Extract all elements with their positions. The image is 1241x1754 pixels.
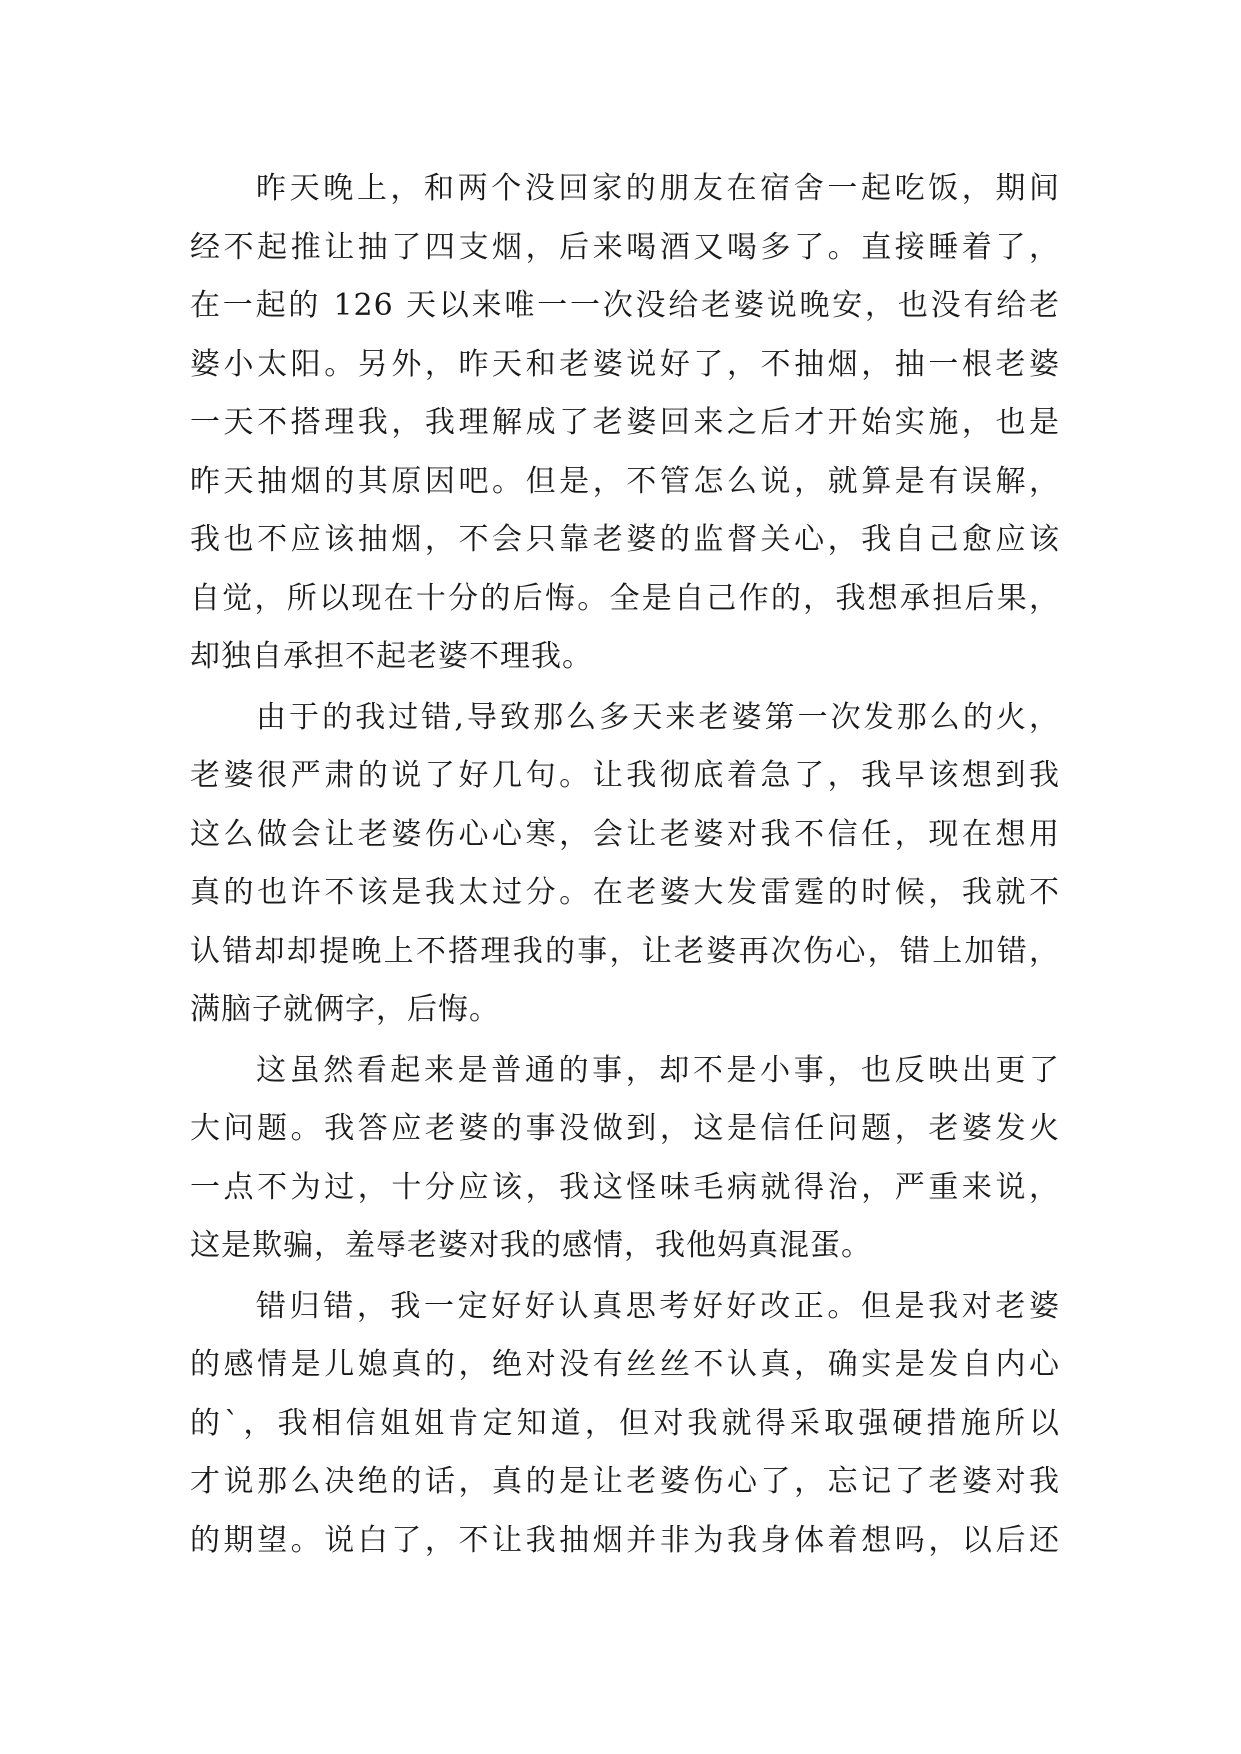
text-line: 错归错，我一定好好认真思考好好改正。但是我对老婆 — [256, 1288, 1060, 1324]
text-line: 的期望。说白了，不让我抽烟并非为我身体着想吗，以后还 — [190, 1522, 1060, 1558]
paragraph-3 — [190, 1042, 1060, 1276]
paragraph-1 — [190, 160, 1060, 687]
text-line: 这么做会让老婆伤心心寒，会让老婆对我不信任，现在想用 — [190, 816, 1060, 852]
text-line: 却独自承担不起老婆不理我。 — [190, 639, 593, 674]
text-line: 的`，我相信姐姐肯定知道，但对我就得采取强硬措施所以 — [190, 1405, 1060, 1441]
text-line: 婆小太阳。另外，昨天和老婆说好了，不抽烟，抽一根老婆 — [190, 346, 1060, 382]
text-line: 在一起的 126 天以来唯一一次没给老婆说晚安，也没有给老 — [190, 288, 1060, 323]
text-line: 一点不为过，十分应该，我这怪味毛病就得治，严重来说， — [190, 1169, 1060, 1205]
text-line: 这是欺骗，羞辱老婆对我的感情，我他妈真混蛋。 — [190, 1228, 872, 1263]
paragraph-2 — [190, 689, 1060, 1040]
text-line: 满脑子就俩字，后悔。 — [190, 992, 500, 1027]
text-line: 真的也许不该是我太过分。在老婆大发雷霆的时候，我就不 — [190, 875, 1060, 910]
text-line: 老婆很严肃的说了好几句。让我彻底着急了，我早该想到我 — [190, 758, 1060, 793]
paragraph-4 — [190, 1278, 1060, 1571]
text-line: 一天不搭理我，我理解成了老婆回来之后才开始实施，也是 — [190, 405, 1060, 440]
text-line: 才说那么决绝的话，真的是让老婆伤心了，忘记了老婆对我 — [190, 1464, 1060, 1499]
text-line: 自觉，所以现在十分的后悔。全是自己作的，我想承担后果， — [190, 580, 1060, 616]
text-line: 经不起推让抽了四支烟，后来喝酒又喝多了。直接睡着了， — [190, 229, 1060, 265]
document-body — [190, 160, 1060, 1572]
text-line: 认错却却提晚上不搭理我的事，让老婆再次伤心，错上加错， — [190, 933, 1060, 969]
text-line: 昨天抽烟的其原因吧。但是，不管怎么说，就算是有误解， — [190, 463, 1060, 499]
text-line: 昨天晚上，和两个没回家的朋友在宿舍一起吃饭，期间 — [256, 171, 1060, 206]
text-line: 大问题。我答应老婆的事没做到，这是信任问题，老婆发火 — [190, 1111, 1060, 1146]
text-line: 由于的我过错,导致那么多天来老婆第一次发那么的火， — [256, 699, 1060, 735]
text-line: 的感情是儿媳真的，绝对没有丝丝不认真，确实是发自内心 — [190, 1347, 1060, 1382]
text-line: 我也不应该抽烟，不会只靠老婆的监督关心，我自己愈应该 — [190, 522, 1060, 557]
text-line: 这虽然看起来是普通的事，却不是小事，也反映出更了 — [256, 1052, 1060, 1088]
